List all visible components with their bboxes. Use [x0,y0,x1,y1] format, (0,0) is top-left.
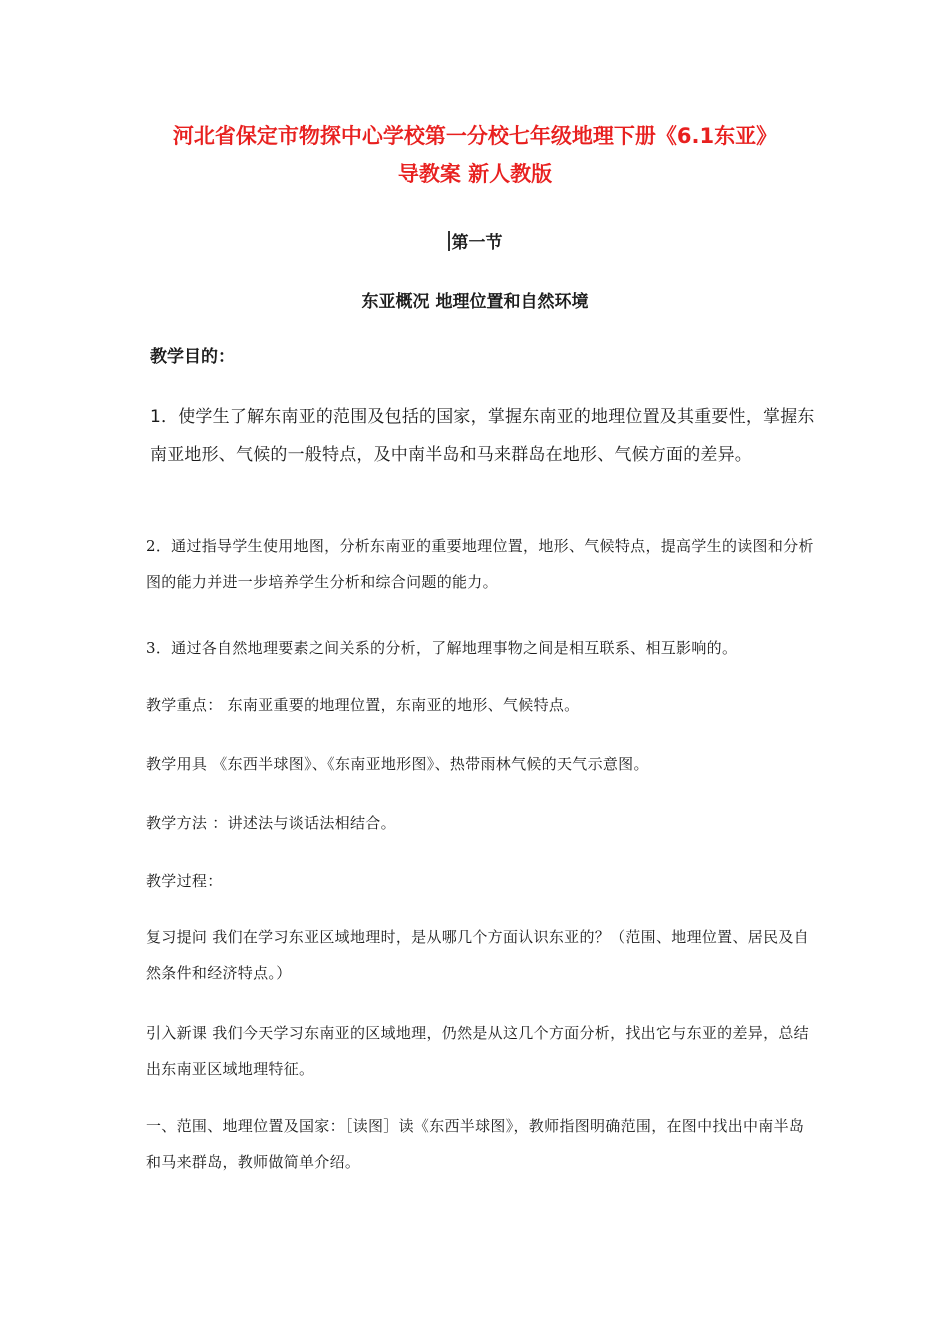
document-title-line1: 河北省保定市物探中心学校第一分校七年级地理下册《6.1东亚》 [172,124,778,148]
section-heading [0,228,950,253]
teaching-method: 教学方法 ：讲述法与谈话法相结合。 [146,814,396,832]
objectives-label: 教学目的： [150,347,235,367]
teaching-process-label: 教学过程： [146,872,223,890]
section-heading-text: 第一节 [451,233,503,253]
objective-1: 1．使学生了解东南亚的范围及包括的国家，掌握东南亚的地理位置及其重要性，掌握东南亚地形、气候的一般特点，及中南半岛和马来群岛在地形、气候方面的差异。 [150,407,815,465]
objective-2: 2．通过指导学生使用地图，分析东南亚的重要地理位置，地形、气候特点，提高学生的读图和分析图的能力并进一步培养学生分析和综合问题的能力。 [146,537,814,591]
new-lesson-intro: 引入新课 我们今天学习东南亚的区域地理，仍然是从这几个方面分析，找出它与东亚的差异，总结出东南亚区域地理特征。 [146,1024,809,1078]
teaching-focus: 教学重点： 东南亚重要的地理位置，东南亚的地形、气候特点。 [146,696,580,714]
document-title-line2: 导教案 新人教版 [397,162,553,186]
review-question: 复习提问 我们在学习东亚区域地理时，是从哪几个方面认识东亚的？（范围、地理位置、居民及自然条件和经济特点。） [146,928,809,982]
lesson-subtitle: 东亚概况 地理位置和自然环境 [361,292,589,312]
text-cursor-mark [448,231,450,251]
section-one-scope: 一、范围、地理位置及国家：［读图］读《东西半球图》，教师指图明确范围，在图中找出中南半岛和马来群岛，教师做简单介绍。 [146,1117,805,1171]
teaching-tools: 教学用具 《东西半球图》、《东南亚地形图》、热带雨林气候的天气示意图。 [146,755,649,773]
objective-3: 3．通过各自然地理要素之间关系的分析，了解地理事物之间是相互联系、相互影响的。 [146,639,738,657]
